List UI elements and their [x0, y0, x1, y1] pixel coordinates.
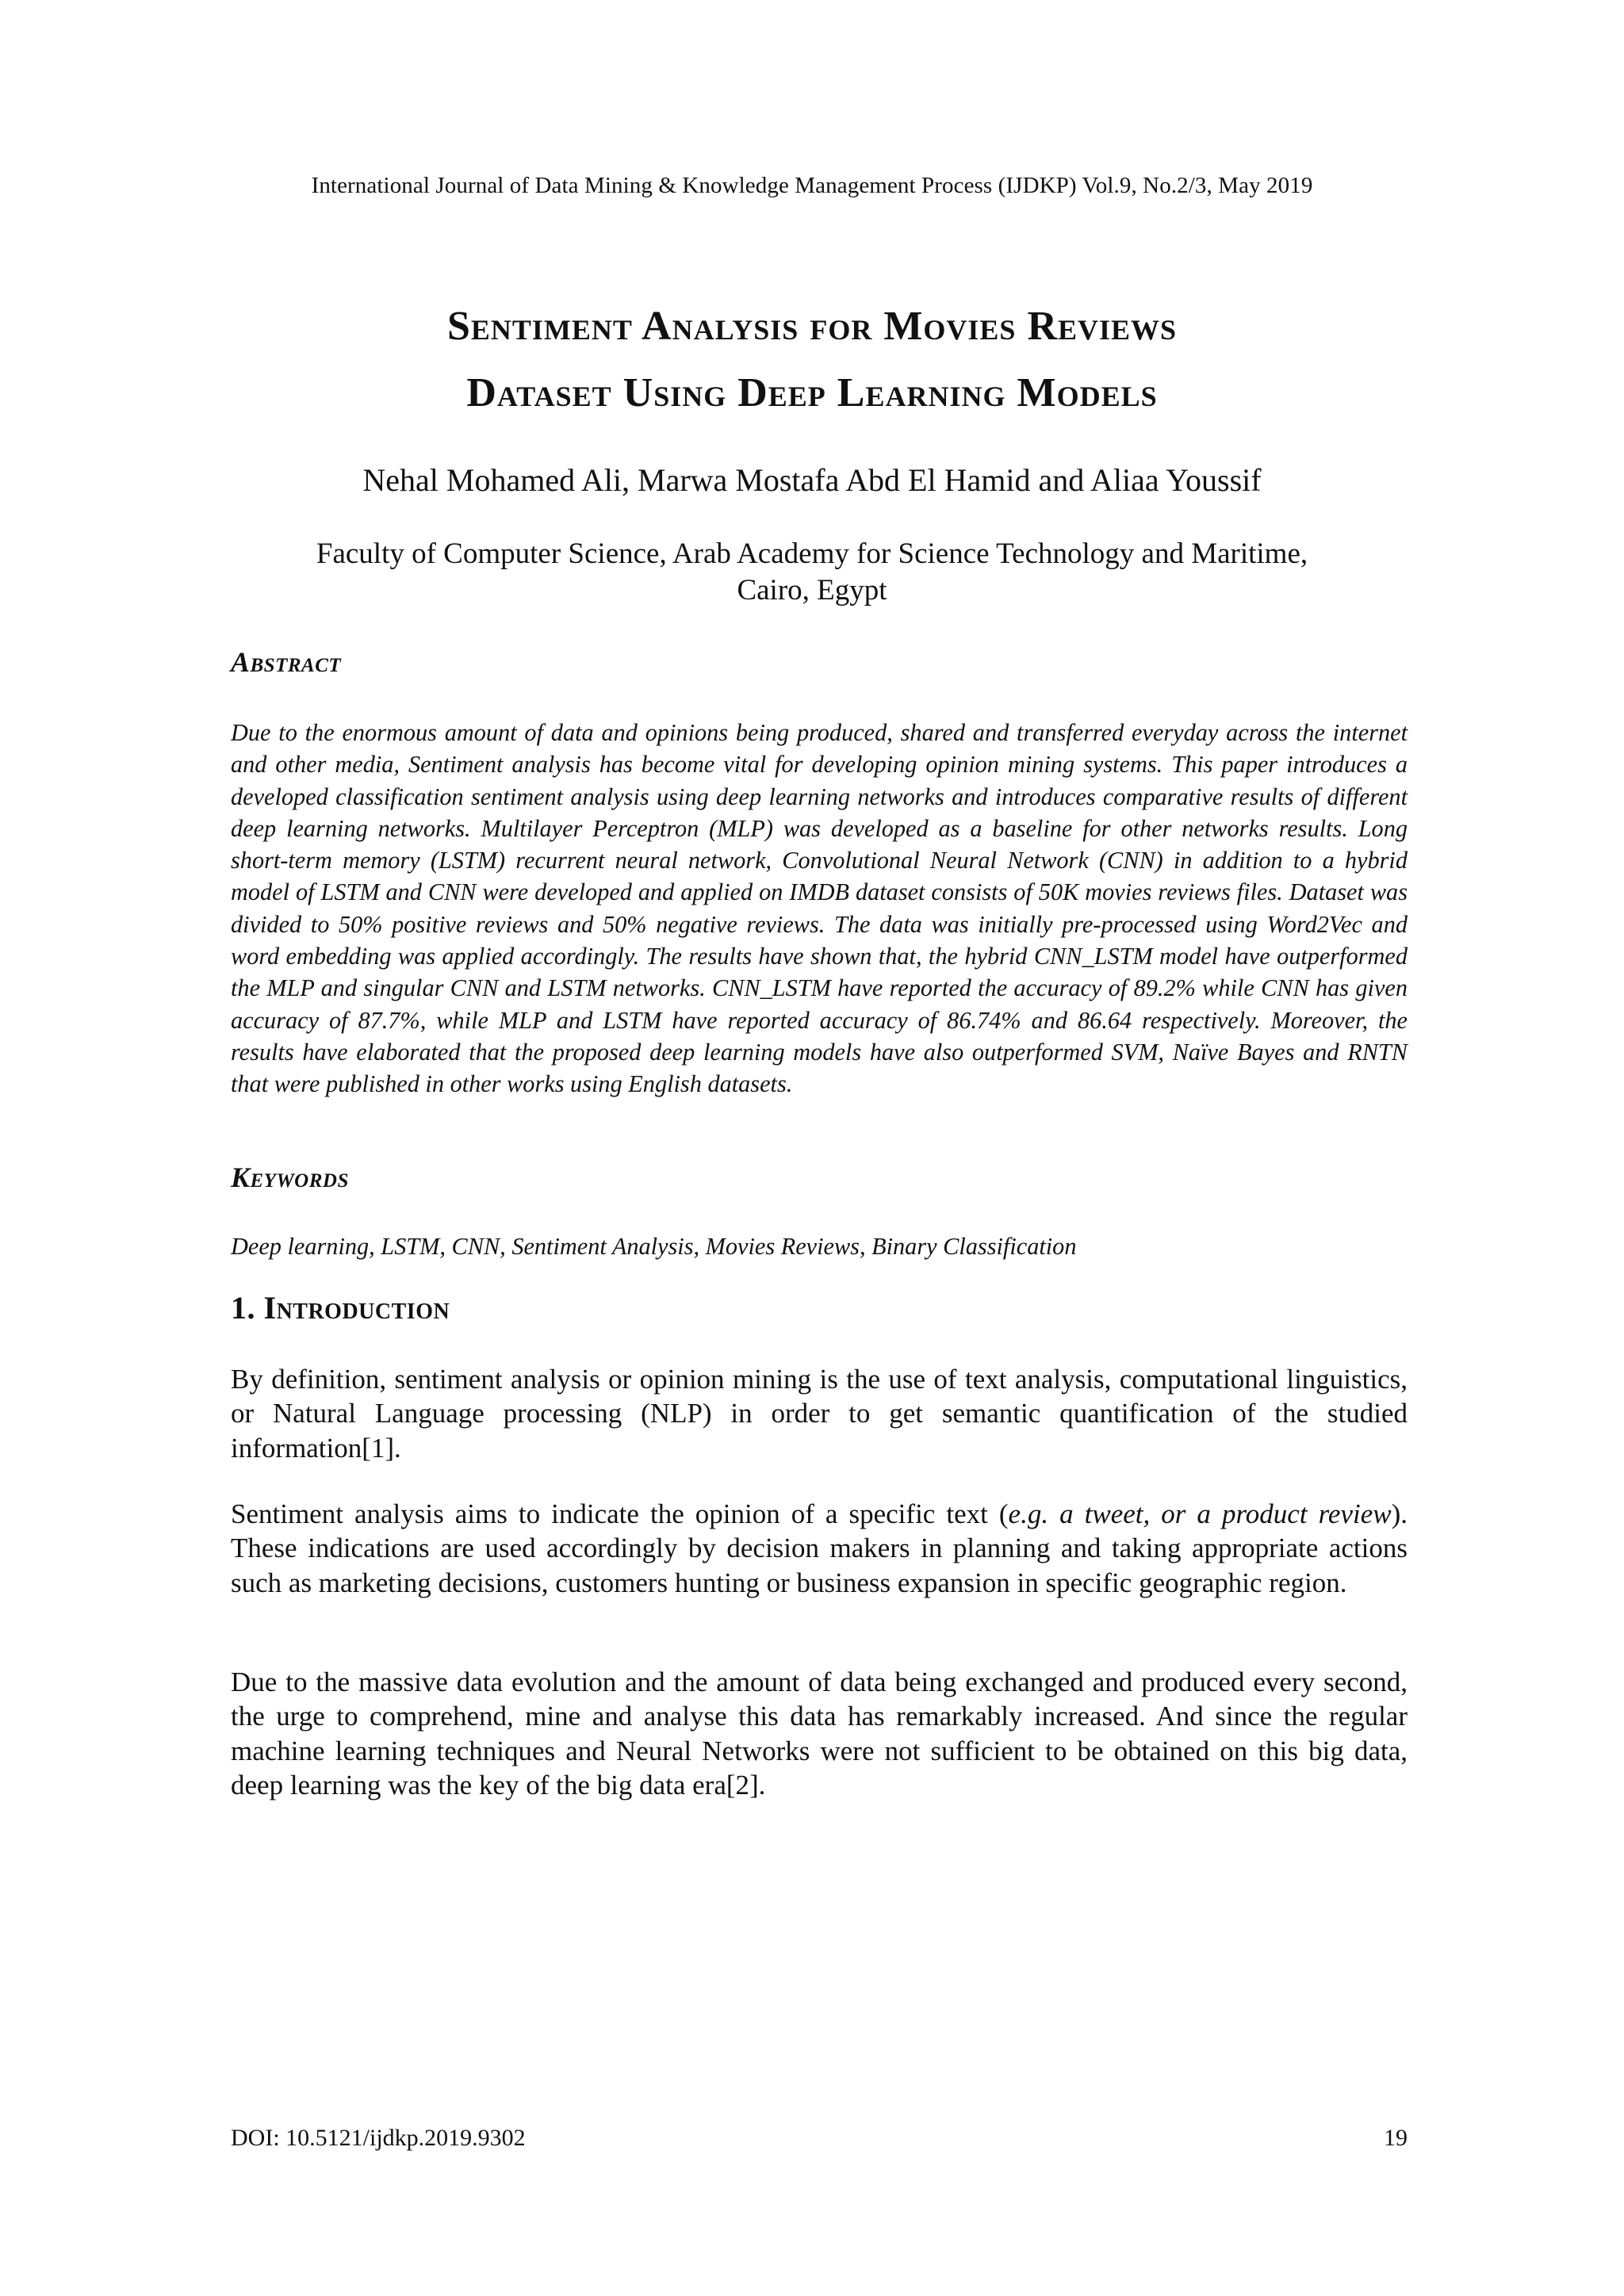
intro-paragraph-2-end: ). These indications are used accordingly by decision makers in planning and taking appropriate actions such as marketing decisions, customers hunting or business expansion in specific geographic region.: [231, 1498, 1408, 1598]
author-list: Nehal Mohamed Ali, Marwa Mostafa Abd El Hamid and Aliaa Youssif: [362, 462, 1262, 498]
keywords-heading: Keywords: [231, 1161, 349, 1193]
introduction-heading: 1. Introduction: [231, 1290, 450, 1326]
intro-paragraph-3: Due to the massive data evolution and the amount of data being exchanged and produced every second, the urge to comprehend, mine and analyse this data has remarkably increased. And since the regular machine learning techniques and Neural Networks were not sufficient to be obtained on this big data, deep learning was the key of the big data era[2].: [231, 1667, 1408, 1801]
keywords-text: Deep learning, LSTM, CNN, Sentiment Analysis, Movies Reviews, Binary Classification: [231, 1233, 1077, 1260]
affiliation: [190, 536, 1434, 609]
affiliation-line-2: Cairo, Egypt: [737, 574, 887, 607]
title-line-2: Dataset Using Deep Learning Models: [466, 370, 1158, 415]
intro-paragraph-2: [231, 1497, 1408, 1600]
abstract-text: Due to the enormous amount of data and opinions being produced, shared and transferred everyday across the internet and other media, Sentiment analysis has become vital for developing opinion mining systems. This paper introduces a developed classification sentiment analysis using deep learning networks and introduces comparative results of different deep learning networks. Multilayer Perceptron (MLP) was developed as a baseline for other networks results. Long short-term memory (LSTM) recurrent neural network, Convolutional Neural Network (CNN) in addition to a hybrid model of LSTM and CNN were developed and applied on IMDB dataset consists of 50K movies reviews files. Dataset was divided to 50% positive reviews and 50% negative reviews. The data was initially pre-processed using Word2Vec and word embedding was applied accordingly. The results have shown that, the hybrid CNN_LSTM model have outperformed the MLP and singular CNN and LSTM networks. CNN_LSTM have reported the accuracy of 89.2% while CNN has given accuracy of 87.7%, while MLP and LSTM have reported accuracy of 86.74% and 86.64 respectively. Moreover, the results have elaborated that the proposed deep learning models have also outperformed SVM, Naïve Bayes and RNTN that were published in other works using English datasets.: [231, 719, 1408, 1098]
intro-paragraph-2-start: Sentiment analysis aims to indicate the opinion of a specific text (: [231, 1498, 1009, 1529]
journal-header: International Journal of Data Mining & Knowledge Management Process (IJDKP) Vol.9, No.2/3, May 2019: [311, 173, 1313, 198]
footer-doi: DOI: 10.5121/ijdkp.2019.9302: [231, 2125, 526, 2151]
title-line-1: Sentiment Analysis for Movies Reviews: [446, 304, 1178, 349]
paper-title: [127, 293, 1497, 427]
affiliation-line-1: Faculty of Computer Science, Arab Academy for Science Technology and Maritime,: [316, 538, 1308, 570]
abstract-heading: Abstract: [231, 646, 342, 678]
page-number: 19: [1384, 2125, 1408, 2151]
intro-paragraph-2-example: e.g. a tweet, or a product review: [1008, 1498, 1392, 1529]
intro-paragraph-1: By definition, sentiment analysis or opinion mining is the use of text analysis, computational linguistics, or Natural Language processing (NLP) in order to get semantic quantification of the studied information[1].: [231, 1364, 1408, 1464]
